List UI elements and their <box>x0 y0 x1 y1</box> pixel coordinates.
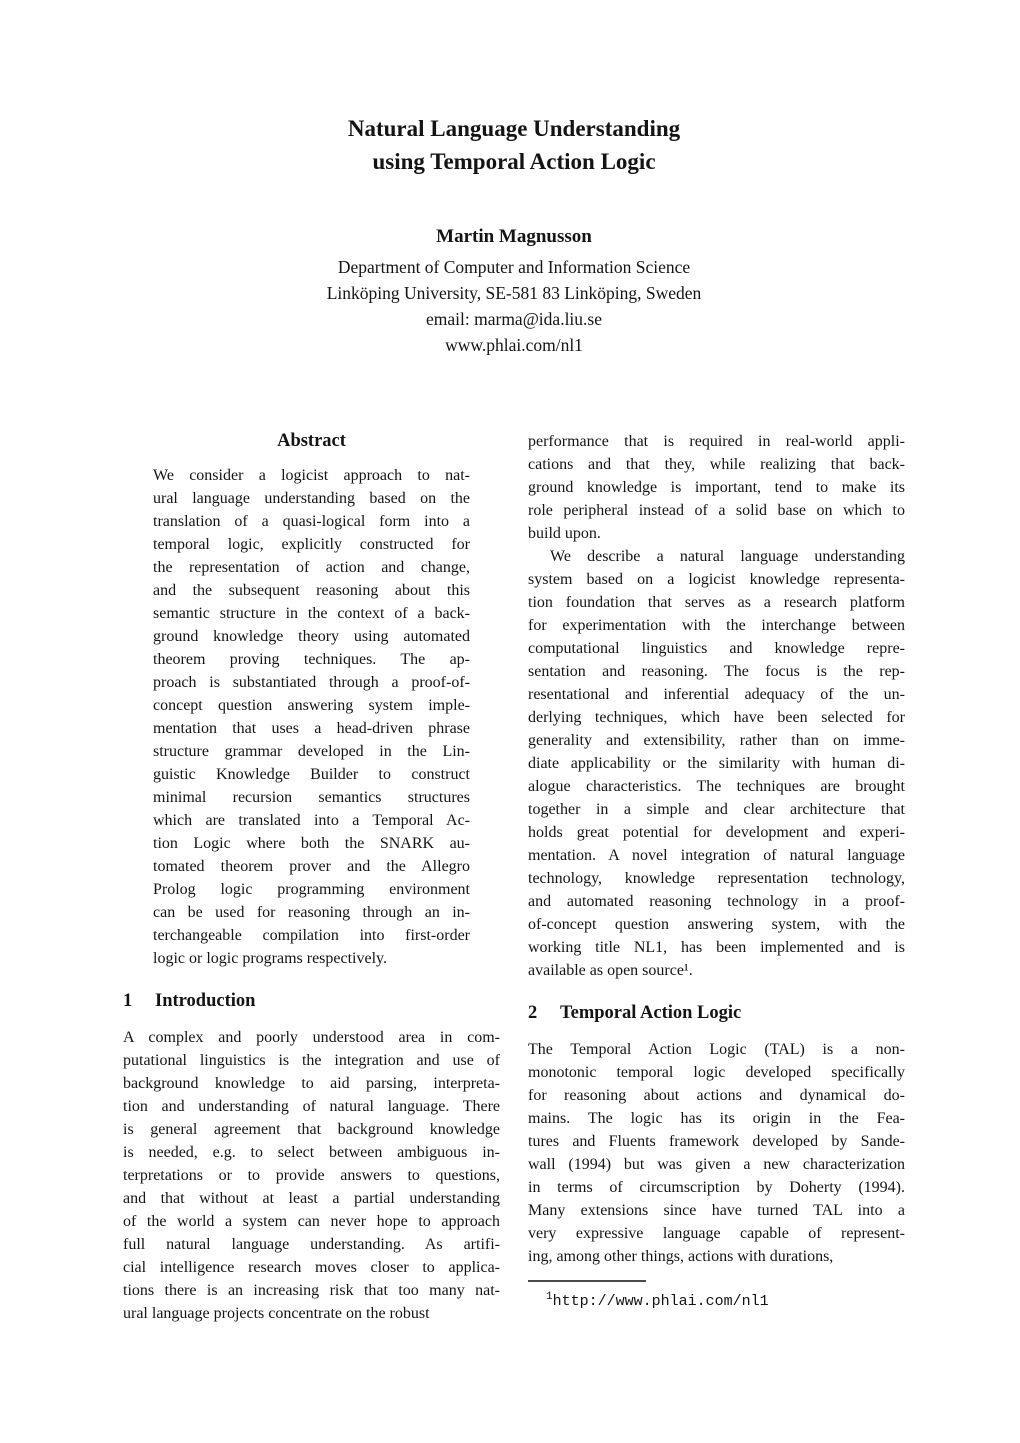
text-line: resentational and inferential adequacy of the un- <box>528 686 905 703</box>
text-line: background knowledge to aid parsing, interpreta- <box>123 1075 500 1092</box>
system-description-paragraph <box>528 545 905 982</box>
introduction-paragraph <box>123 1026 500 1325</box>
paper-header <box>123 0 905 358</box>
text-line: of the world a system can never hope to approach <box>123 1213 500 1230</box>
text-line: available as open source¹. <box>528 962 693 979</box>
text-line: The Temporal Action Logic (TAL) is a non- <box>528 1041 905 1058</box>
text-line: derlying techniques, which have been selected for <box>528 709 905 726</box>
text-line: of-concept question answering system, with the <box>528 916 905 933</box>
text-line: in terms of circumscription by Doherty (1994). <box>528 1179 905 1196</box>
text-line: proach is substantiated through a proof-of- <box>153 674 470 691</box>
author-name: Martin Magnusson <box>436 226 592 247</box>
text-line: tures and Fluents framework developed by Sande- <box>528 1133 905 1150</box>
left-column-content <box>123 430 500 1325</box>
text-line: theorem proving techniques. The ap- <box>153 651 470 668</box>
footnote-text <box>528 1287 905 1312</box>
text-line: minimal recursion semantics structures <box>153 789 470 806</box>
text-line: terchangeable compilation into first-order <box>153 927 470 944</box>
text-line: generality and extensibility, rather than on imme- <box>528 732 905 749</box>
text-line: tions there is an increasing risk that too many nat- <box>123 1282 500 1299</box>
paper-title <box>123 112 905 178</box>
text-line: tomated theorem prover and the Allegro <box>153 858 470 875</box>
text-line: Many extensions since have turned TAL into a <box>528 1202 905 1219</box>
abstract-heading: Abstract <box>277 431 346 451</box>
section-heading <box>123 990 500 1013</box>
text-line: tion Logic where both the SNARK au- <box>153 835 470 852</box>
text-line: wall (1994) but was given a new characterization <box>528 1156 905 1173</box>
text-line: temporal logic, explicitly constructed for <box>153 536 470 553</box>
text-line: for reasoning about actions and dynamical do- <box>528 1087 905 1104</box>
title-line: Natural Language Understanding <box>347 116 681 141</box>
text-line: sentation and reasoning. The focus is the rep- <box>528 663 905 680</box>
text-line: We consider a logicist approach to nat- <box>153 467 470 484</box>
text-line: logic or logic programs respectively. <box>153 950 387 967</box>
text-line: putational linguistics is the integration and use of <box>123 1052 500 1069</box>
text-line: mentation that uses a head-driven phrase <box>153 720 470 737</box>
text-line: and the subsequent reasoning about this <box>153 582 470 599</box>
text-line: ural language understanding based on the <box>153 490 470 507</box>
footnote-rule <box>528 1280 646 1282</box>
text-line: full natural language understanding. As artifi- <box>123 1236 500 1253</box>
text-line: terpretations or to provide answers to questions, <box>123 1167 500 1184</box>
section-title: Introduction <box>155 991 256 1011</box>
text-line: mentation. A novel integration of natural language <box>528 847 905 864</box>
text-line: mains. The logic has its origin in the Fea- <box>528 1110 905 1127</box>
text-line: role peripheral instead of a solid base on which to <box>528 502 905 519</box>
text-line: monotonic temporal logic developed specifically <box>528 1064 905 1081</box>
text-line: is needed, e.g. to select between ambiguous in- <box>123 1144 500 1161</box>
text-line: performance that is required in real-world appli- <box>528 433 905 450</box>
right-column-content <box>528 430 905 1268</box>
introduction-continuation-paragraph <box>528 430 905 545</box>
text-line: tion foundation that serves as a research platform <box>528 594 905 611</box>
left-column <box>123 430 500 1325</box>
text-line: alogue characteristics. The techniques are brought <box>528 778 905 795</box>
tal-paragraph <box>528 1038 905 1268</box>
text-line: system based on a logicist knowledge representa- <box>528 571 905 588</box>
text-line: guistic Knowledge Builder to construct <box>153 766 470 783</box>
text-line: and that without at least a partial understanding <box>123 1190 500 1207</box>
abstract-paragraph <box>153 464 470 970</box>
text-line: technology, knowledge representation technology, <box>528 870 905 887</box>
section-number: 1 <box>123 991 133 1011</box>
text-line: for experimentation with the interchange between <box>528 617 905 634</box>
text-line: Prolog logic programming environment <box>153 881 470 898</box>
text-line: is general agreement that background knowledge <box>123 1121 500 1138</box>
text-line: ing, among other things, actions with durations, <box>528 1248 834 1265</box>
text-line: semantic structure in the context of a back- <box>153 605 470 622</box>
text-line: ground knowledge is important, tend to make its <box>528 479 905 496</box>
text-line: build upon. <box>528 525 601 542</box>
text-line: tion and understanding of natural language. There <box>123 1098 500 1115</box>
text-line: ural language projects concentrate on the robust <box>123 1305 430 1322</box>
text-line: very expressive language capable of represent- <box>528 1225 905 1242</box>
affiliation-website: www.phlai.com/nl1 <box>445 335 583 355</box>
text-line: holds great potential for development and experi- <box>528 824 905 841</box>
affiliation-block <box>123 254 905 358</box>
text-line: the representation of action and change, <box>153 559 470 576</box>
text-line: computational linguistics and knowledge repre- <box>528 640 905 657</box>
footnote-marker: 1 <box>546 1291 553 1303</box>
footnote <box>528 1280 905 1312</box>
section-heading <box>528 1002 905 1025</box>
section-number: 2 <box>528 1003 538 1023</box>
text-line: working title NL1, has been implemented and is <box>528 939 905 956</box>
section-title: Temporal Action Logic <box>560 1003 742 1023</box>
text-line: cial intelligence research moves closer to applica- <box>123 1259 500 1276</box>
text-line: concept question answering system imple- <box>153 697 470 714</box>
footnote-url: http://www.phlai.com/nl1 <box>552 1293 769 1310</box>
text-line: translation of a quasi-logical form into a <box>153 513 470 530</box>
text-line: diate applicability or the similarity with human di- <box>528 755 905 772</box>
right-column <box>528 430 905 1312</box>
text-line: We describe a natural language understanding <box>550 548 905 565</box>
text-line: structure grammar developed in the Lin- <box>153 743 470 760</box>
affiliation-university: Linköping University, SE-581 83 Linköping, Sweden <box>326 283 702 303</box>
two-column-body <box>123 430 905 1325</box>
text-line: and automated reasoning technology in a proof- <box>528 893 905 910</box>
title-line: using Temporal Action Logic <box>372 149 656 174</box>
affiliation-email: email: marma@ida.liu.se <box>426 309 602 329</box>
text-line: cations and that they, while realizing that back- <box>528 456 905 473</box>
affiliation-department: Department of Computer and Information Science <box>337 257 691 277</box>
text-line: ground knowledge theory using automated <box>153 628 470 645</box>
text-line: A complex and poorly understood area in com- <box>123 1029 500 1046</box>
text-line: can be used for reasoning through an in- <box>153 904 470 921</box>
text-line: together in a simple and clear architecture that <box>528 801 905 818</box>
text-line: which are translated into a Temporal Ac- <box>153 812 470 829</box>
